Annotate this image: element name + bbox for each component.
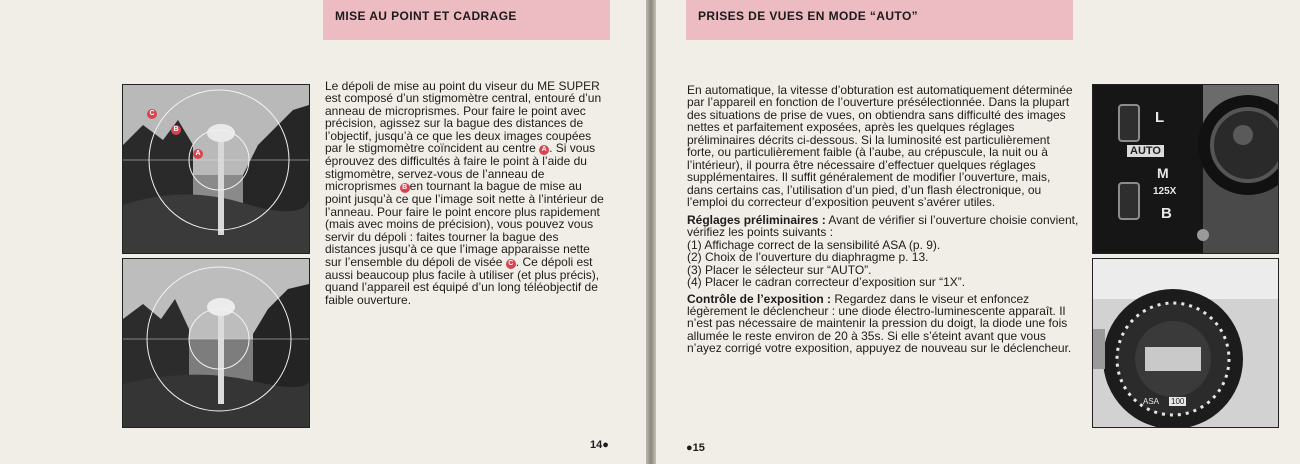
focus-instructions [325, 80, 605, 306]
control-text: Regardez dans le viseur et enfoncez légèrement le déclencheur : une diode électro-luminescente apparaît. Il n’est pas nécessaire de maintenir la pression du doigt, la diode une fois allumée le reste environ de 20 à 35s. Si elle s’éteint avant que vous n’ayez corrigé votre exposition, appuyez de nouveau sur le déclencheur. [687, 291, 1072, 356]
marker-a: A [539, 145, 549, 155]
focus-text-part-3: en tournant la bague de mise au point jusqu’à ce que l’image soit nette à l’intérieur de l’anneau. Pour faire le point encore plus rapidement (mais avec moins de précision), vous pouvez vous servir du dépoli : faites tourner la bague des distances jusqu’à ce que l’image apparaisse nette sur l’ensemble du dépoli de visée [325, 179, 604, 269]
viewfinder-photo-focus-aids [122, 84, 310, 254]
prelim-item-1: (1) Affichage correct de la sensibilité ASA (p. 9). [687, 237, 941, 252]
right-page-title: PRISES DE VUES EN MODE “AUTO” [698, 9, 919, 23]
prelim-item-4: (4) Placer le cadran correcteur d’exposition sur “1X”. [687, 275, 966, 290]
focus-text-part-2: . Si vous éprouvez des difficultés à faire le point à l’aide du stigmomètre, servez-vous de l’anneau de microprismes [325, 141, 596, 194]
left-page [0, 0, 646, 464]
focus-text-part-4: . Ce dépoli est aussi beaucoup plus facile à utiliser (et plus précis), quand l’appareil est équipé d’un long téléobjectif de faible ouverture. [325, 254, 600, 307]
intro-paragraph: En automatique, la vitesse d’obturation est automatiquement déterminée par l’appareil en fonction de l’ouverture présélectionnée. Dans la plupart des situations de prise de vues, on obtiendra sans difficulté des images nettes et parfaitement exposées, après les quelques réglages préliminaires décrits ci-dessous. Si la luminosité est particulièrement forte, ou particulièrement faible (à l’aube, au crépuscule, la nuit ou à l’intérieur), il pourra être nécessaire d’effectuer quelques réglages supplémentaires. Il suffit généralement de modifier l’ouverture, mais, dans certains cas, l’utilisation d’un pied, d’un flash électronique, ou l’emploi du correcteur d’exposition peuvent s’avérer utiles. [687, 83, 1073, 210]
prelim-item-2: (2) Choix de l’ouverture du diaphragme p. 13. [687, 250, 929, 265]
ring-label-asa-value: 100 [1171, 397, 1185, 406]
dial-label-speed: 125X [1153, 186, 1177, 197]
right-page [656, 0, 1300, 464]
marker-b: B [400, 183, 410, 193]
right-page-number: ●15 [686, 442, 705, 454]
left-page-number: 14● [590, 439, 609, 451]
book-gutter [646, 0, 656, 464]
right-header-band [686, 0, 1073, 40]
dial-label-b: B [1161, 205, 1172, 222]
marker-c: C [506, 259, 516, 269]
control-title: Contrôle de l’exposition : [687, 291, 832, 306]
viewfinder-photo-in-focus [122, 258, 310, 428]
dial-label-m: M [1157, 165, 1169, 181]
prelim-list [687, 239, 1079, 289]
focus-label-a: A [193, 149, 203, 159]
auto-mode-text [687, 84, 1079, 355]
ring-label-asa: ASA [1143, 397, 1160, 406]
dial-label-auto: AUTO [1127, 145, 1164, 157]
exposure-dial-photo [1092, 258, 1279, 428]
control-paragraph [687, 293, 1079, 355]
dial-label-l: L [1155, 109, 1165, 126]
prelim-item-3: (3) Placer le sélecteur sur “AUTO”. [687, 262, 872, 277]
prelim-paragraph [687, 214, 1079, 239]
focus-label-c: C [147, 109, 157, 119]
left-header-band [323, 0, 610, 40]
prelim-text: Avant de vérifier si l’ouverture choisie convient, vérifiez les points suivants : [687, 212, 1079, 240]
shutter-dial-photo [1092, 84, 1279, 254]
prelim-title: Réglages préliminaires : [687, 212, 826, 227]
focus-label-b: B [171, 125, 181, 135]
left-page-title: MISE AU POINT ET CADRAGE [335, 9, 517, 23]
focus-text-part-1: Le dépoli de mise au point du viseur du ME SUPER est composé d’un stigmomètre central, entouré d’un anneau de microprismes. Pour faire le point avec précision, agissez sur la bague des distances de l’objectif, jusqu’à ce que les deux images coupées par le stigmomètre coïncident au centre [325, 79, 602, 156]
